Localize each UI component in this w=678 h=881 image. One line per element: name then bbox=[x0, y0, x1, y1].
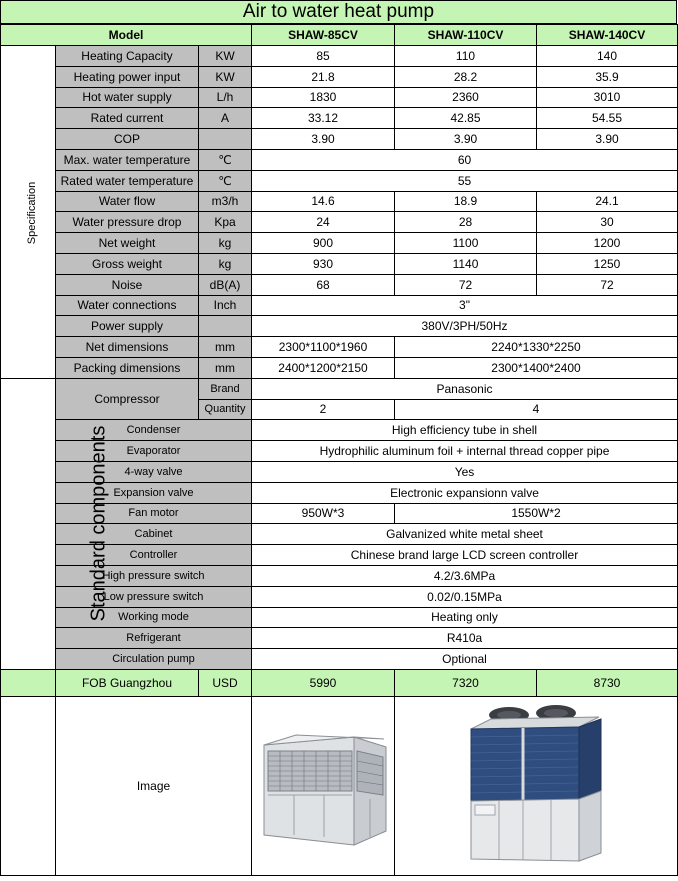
value-cell: 140 bbox=[537, 46, 678, 67]
value-cell: 54.55 bbox=[537, 108, 678, 129]
param-label: Rated current bbox=[56, 108, 199, 129]
value-cell: 1140 bbox=[395, 253, 537, 274]
spec-row bbox=[1, 129, 678, 150]
empty-cell bbox=[1, 696, 56, 875]
currency-label: USD bbox=[199, 669, 252, 696]
standard-components-section-label: Standard components bbox=[1, 378, 56, 669]
unit-label: m3/h bbox=[199, 191, 252, 212]
component-label: Fan motor bbox=[56, 503, 252, 524]
value-cell: 1100 bbox=[395, 233, 537, 254]
value-cell: 930 bbox=[252, 253, 395, 274]
param-label: Heating power input bbox=[56, 66, 199, 87]
param-label: Net dimensions bbox=[56, 337, 199, 358]
merged-value-cell: Yes bbox=[252, 461, 678, 482]
unit-label bbox=[199, 316, 252, 337]
model-name: SHAW-140CV bbox=[537, 25, 678, 46]
param-label: COP bbox=[56, 129, 199, 150]
unit-label: KW bbox=[199, 46, 252, 67]
component-label: Evaporator bbox=[56, 441, 252, 462]
spec-row bbox=[1, 66, 678, 87]
spec-row bbox=[1, 108, 678, 129]
param-label: Noise bbox=[56, 274, 199, 295]
value-cell: 1250 bbox=[537, 253, 678, 274]
value-cell: 35.9 bbox=[537, 66, 678, 87]
component-row bbox=[1, 378, 678, 399]
merged-value-cell: Heating only bbox=[252, 607, 678, 628]
value-cell: 3010 bbox=[537, 87, 678, 108]
param-label: Max. water temperature bbox=[56, 149, 199, 170]
spec-row bbox=[1, 295, 678, 316]
merged-value-cell: Galvanized white metal sheet bbox=[252, 524, 678, 545]
empty-cell bbox=[1, 669, 56, 696]
value-cell: 2 bbox=[252, 399, 395, 420]
unit-label bbox=[199, 129, 252, 150]
unit-label: mm bbox=[199, 357, 252, 378]
price-cell: 5990 bbox=[252, 669, 395, 696]
model-name: SHAW-85CV bbox=[252, 25, 395, 46]
spec-row bbox=[1, 170, 678, 191]
fob-row bbox=[1, 669, 678, 696]
unit-label: L/h bbox=[199, 87, 252, 108]
value-cell: 14.6 bbox=[252, 191, 395, 212]
spec-row bbox=[1, 316, 678, 337]
specification-section-label: Specification bbox=[1, 46, 56, 379]
value-cell: 21.8 bbox=[252, 66, 395, 87]
component-row bbox=[1, 628, 678, 649]
merged-value-cell: 0.02/0.15MPa bbox=[252, 586, 678, 607]
value-cell: 2400*1200*2150 bbox=[252, 357, 395, 378]
param-label: Hot water supply bbox=[56, 87, 199, 108]
unit-label: Kpa bbox=[199, 212, 252, 233]
unit-label: dB(A) bbox=[199, 274, 252, 295]
param-label: Water connections bbox=[56, 295, 199, 316]
compressor-label: Compressor bbox=[56, 378, 199, 420]
value-cell: 30 bbox=[537, 212, 678, 233]
spec-row bbox=[1, 87, 678, 108]
component-label: High pressure switch bbox=[56, 565, 252, 586]
value-cell: 18.9 bbox=[395, 191, 537, 212]
param-label: Rated water temperature bbox=[56, 170, 199, 191]
param-label: Water flow bbox=[56, 191, 199, 212]
component-label: Circulation pump bbox=[56, 649, 252, 670]
spec-row bbox=[1, 46, 678, 67]
unit-label: Inch bbox=[199, 295, 252, 316]
value-cell: 72 bbox=[537, 274, 678, 295]
merged-value-cell: High efficiency tube in shell bbox=[252, 420, 678, 441]
value-cell: 42.85 bbox=[395, 108, 537, 129]
component-label: Expansion valve bbox=[56, 482, 252, 503]
spec-row bbox=[1, 337, 678, 358]
product-image-small bbox=[252, 696, 395, 875]
spec-row bbox=[1, 149, 678, 170]
component-label: 4-way valve bbox=[56, 461, 252, 482]
value-cell: 900 bbox=[252, 233, 395, 254]
spec-row bbox=[1, 191, 678, 212]
model-label: Model bbox=[1, 25, 252, 46]
merged-value-cell: R410a bbox=[252, 628, 678, 649]
param-label: Net weight bbox=[56, 233, 199, 254]
spec-row bbox=[1, 212, 678, 233]
unit-label: mm bbox=[199, 337, 252, 358]
merged-value-cell: Panasonic bbox=[252, 378, 678, 399]
param-label: Power supply bbox=[56, 316, 199, 337]
value-cell: 28.2 bbox=[395, 66, 537, 87]
unit-label: A bbox=[199, 108, 252, 129]
merged-value-cell: 55 bbox=[252, 170, 678, 191]
param-label: Packing dimensions bbox=[56, 357, 199, 378]
spec-table bbox=[0, 24, 678, 876]
product-image-large bbox=[395, 696, 678, 875]
heat-pump-small-icon bbox=[256, 723, 390, 849]
merged-value-cell: 4.2/3.6MPa bbox=[252, 565, 678, 586]
value-cell: 33.12 bbox=[252, 108, 395, 129]
merged-value-cell: Electronic expansionn valve bbox=[252, 482, 678, 503]
component-label: Cabinet bbox=[56, 524, 252, 545]
component-row bbox=[1, 649, 678, 670]
spec-row bbox=[1, 233, 678, 254]
value-cell: 68 bbox=[252, 274, 395, 295]
component-label: Low pressure switch bbox=[56, 586, 252, 607]
model-name: SHAW-110CV bbox=[395, 25, 537, 46]
spec-row bbox=[1, 274, 678, 295]
merged-value-cell: 380V/3PH/50Hz bbox=[252, 316, 678, 337]
merged-value-cell: 2300*1400*2400 bbox=[395, 357, 678, 378]
merged-value-cell: Chinese brand large LCD screen controller bbox=[252, 545, 678, 566]
spec-row bbox=[1, 253, 678, 274]
unit-label: ℃ bbox=[199, 149, 252, 170]
unit-label: kg bbox=[199, 253, 252, 274]
merged-value-cell: 3" bbox=[252, 295, 678, 316]
spec-row bbox=[1, 357, 678, 378]
price-cell: 8730 bbox=[537, 669, 678, 696]
fob-label: FOB Guangzhou bbox=[56, 669, 199, 696]
price-cell: 7320 bbox=[395, 669, 537, 696]
value-cell: 3.90 bbox=[252, 129, 395, 150]
value-cell: 110 bbox=[395, 46, 537, 67]
param-label: Water pressure drop bbox=[56, 212, 199, 233]
param-label: Gross weight bbox=[56, 253, 199, 274]
component-label: Refrigerant bbox=[56, 628, 252, 649]
param-label: Heating Capacity bbox=[56, 46, 199, 67]
heat-pump-large-icon bbox=[461, 701, 611, 871]
merged-value-cell: 1550W*2 bbox=[395, 503, 678, 524]
image-row bbox=[1, 696, 678, 875]
value-cell: 3.90 bbox=[395, 129, 537, 150]
unit-label: KW bbox=[199, 66, 252, 87]
header-row bbox=[1, 25, 678, 46]
value-cell: 1200 bbox=[537, 233, 678, 254]
brand-label: Brand bbox=[199, 378, 252, 399]
value-cell: 2360 bbox=[395, 87, 537, 108]
value-cell: 2300*1100*1960 bbox=[252, 337, 395, 358]
image-label: Image bbox=[56, 696, 252, 875]
merged-value-cell: 4 bbox=[395, 399, 678, 420]
value-cell: 1830 bbox=[252, 87, 395, 108]
value-cell: 3.90 bbox=[537, 129, 678, 150]
value-cell: 24.1 bbox=[537, 191, 678, 212]
unit-label: ℃ bbox=[199, 170, 252, 191]
value-cell: 85 bbox=[252, 46, 395, 67]
merged-value-cell: 2240*1330*2250 bbox=[395, 337, 678, 358]
value-cell: 24 bbox=[252, 212, 395, 233]
value-cell: 28 bbox=[395, 212, 537, 233]
quantity-label: Quantity bbox=[199, 399, 252, 420]
component-label: Condenser bbox=[56, 420, 252, 441]
unit-label: kg bbox=[199, 233, 252, 254]
merged-value-cell: 60 bbox=[252, 149, 678, 170]
value-cell: 950W*3 bbox=[252, 503, 395, 524]
merged-value-cell: Hydrophilic aluminum foil + internal thread copper pipe bbox=[252, 441, 678, 462]
component-label: Working mode bbox=[56, 607, 252, 628]
sheet-title: Air to water heat pump bbox=[0, 0, 677, 24]
merged-value-cell: Optional bbox=[252, 649, 678, 670]
component-label: Controller bbox=[56, 545, 252, 566]
value-cell: 72 bbox=[395, 274, 537, 295]
